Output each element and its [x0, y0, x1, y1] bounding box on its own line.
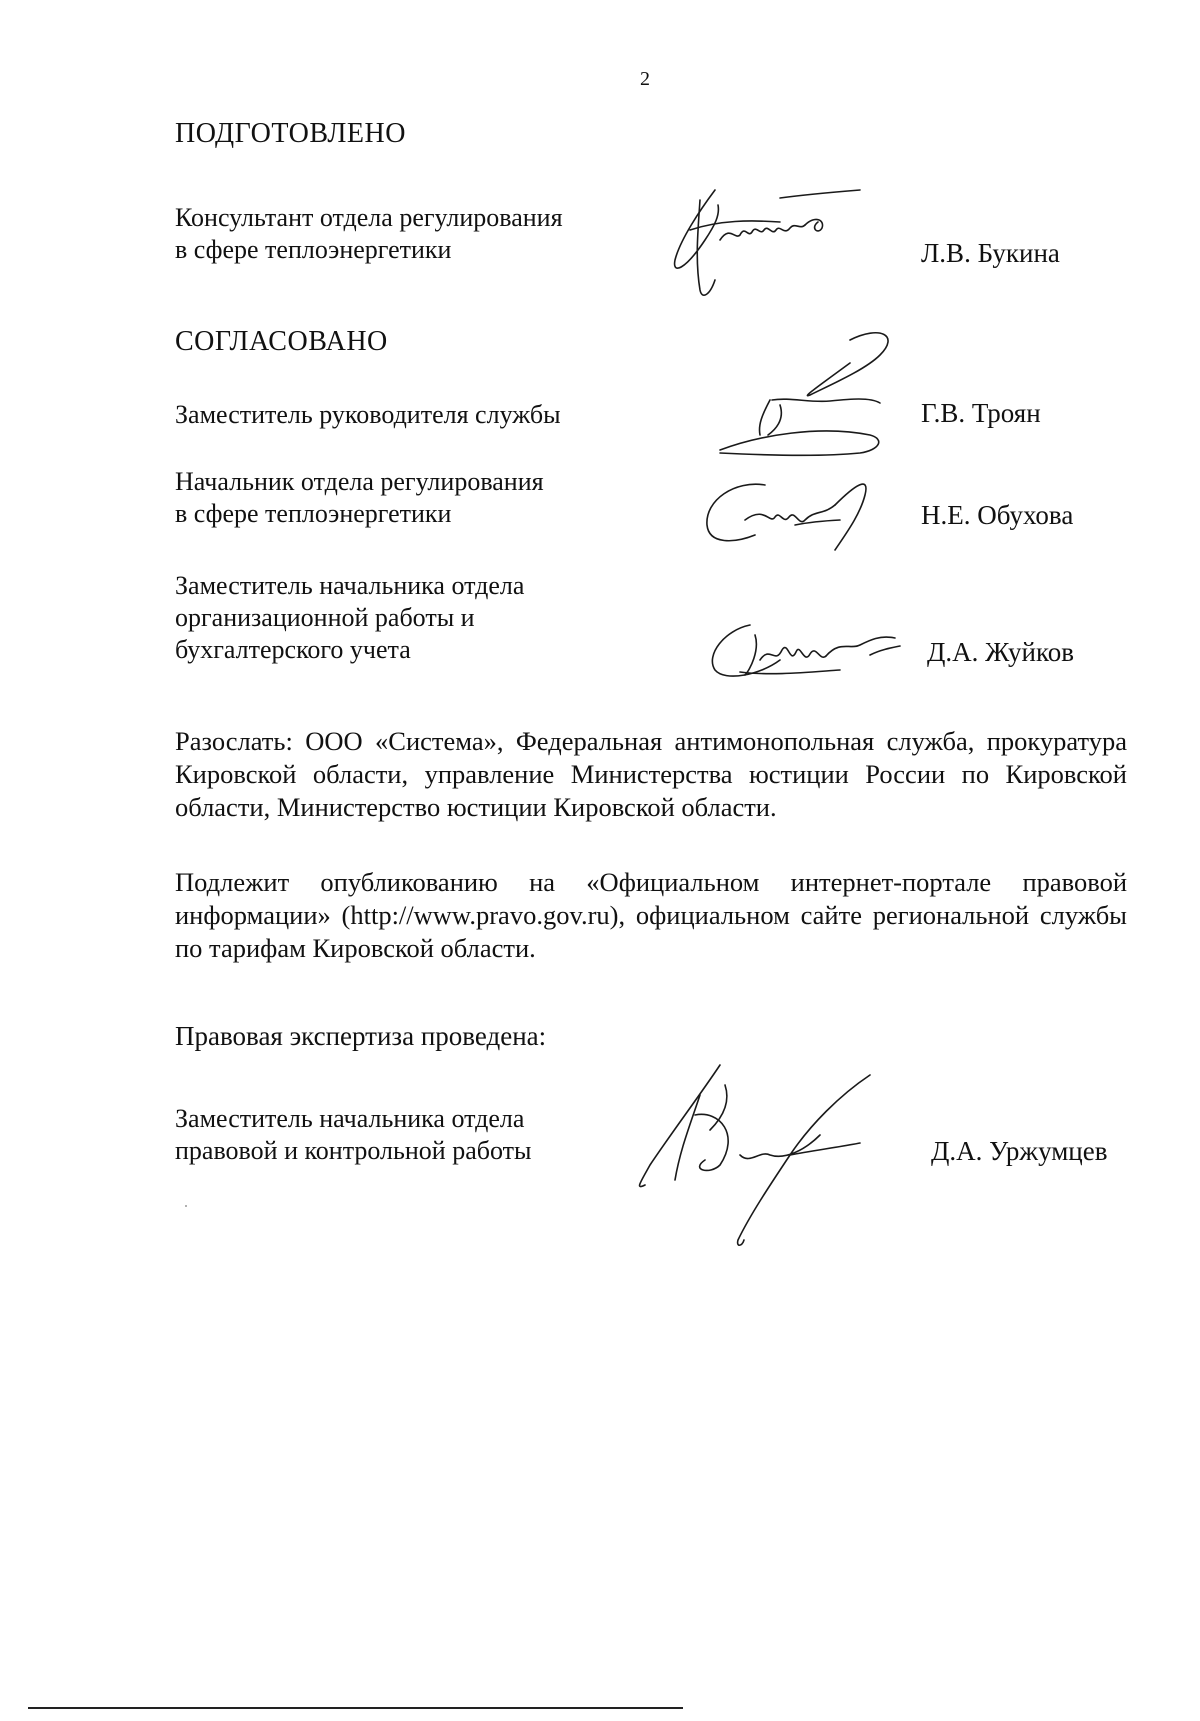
signature-bukina: [660, 180, 900, 310]
agreed-title: СОГЛАСОВАНО: [175, 326, 388, 357]
legal-review-name: Д.А. Уржумцев: [931, 1136, 1108, 1166]
agreed-3-position-line3: бухгалтерского учета: [175, 635, 411, 664]
prepared-position-line2: в сфере теплоэнергетики: [175, 235, 452, 264]
legal-review-position-line1: Заместитель начальника отдела: [175, 1104, 525, 1133]
agreed-2-name: Н.Е. Обухова: [921, 500, 1074, 530]
agreed-3-name: Д.А. Жуйков: [927, 637, 1074, 667]
agreed-1-name: Г.В. Троян: [921, 398, 1041, 428]
distribution-paragraph: Разослать: ООО «Система», Федеральная антимонопольная служба, прокуратура Кировской области, управление Министерства юстиции России по Кировской области, Министерство юстиции Кировской области.: [175, 726, 1127, 822]
agreed-3-position-line1: Заместитель начальника отдела: [175, 571, 525, 600]
legal-review-position-line2: правовой и контрольной работы: [175, 1136, 532, 1165]
publication-paragraph: Подлежит опубликованию на «Официальном интернет-портале правовой информации» (http://www.pravo.gov.ru), официальном сайте региональной службы по тарифам Кировской области.: [175, 867, 1127, 963]
page-number: 2: [640, 68, 650, 90]
scan-speck: [185, 1205, 187, 1207]
prepared-title: ПОДГОТОВЛЕНО: [175, 118, 406, 149]
signature-urzhumtsev: [610, 1055, 900, 1255]
prepared-position-line1: Консультант отдела регулирования: [175, 203, 563, 232]
agreed-1-position-line1: Заместитель руководителя службы: [175, 400, 561, 429]
agreed-2-position-line2: в сфере теплоэнергетики: [175, 499, 452, 528]
signature-troyan: [700, 325, 930, 475]
signature-zhuykov: [700, 610, 915, 690]
agreed-3-position-line2: организационной работы и: [175, 603, 475, 632]
bottom-rule: [28, 1707, 683, 1709]
agreed-2-position-line1: Начальник отдела регулирования: [175, 467, 544, 496]
legal-review-title: Правовая экспертиза проведена:: [175, 1021, 547, 1051]
prepared-name: Л.В. Букина: [921, 238, 1060, 268]
signature-obukhova: [695, 465, 895, 560]
